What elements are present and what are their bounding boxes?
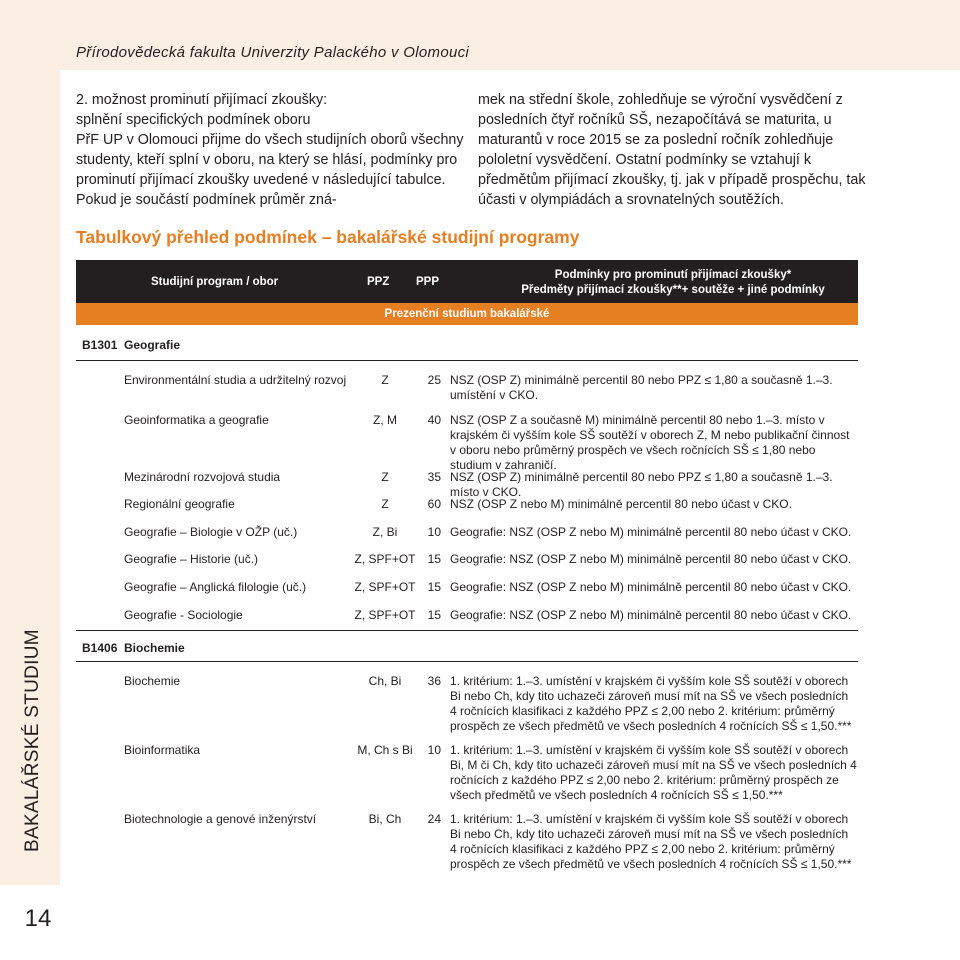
row-ppz: Z xyxy=(381,470,389,484)
row-ppz: Z, M xyxy=(373,413,397,427)
row-ppz: Z xyxy=(381,373,389,387)
header-program: Studijní program / obor xyxy=(151,276,279,288)
row-program: Biochemie xyxy=(124,674,181,688)
intro-right-text: mek na střední škole, zohledňuje se výroční vysvědčení z posledních čtyř ročníků SŠ, nezapočítává se maturita, u maturantů v roce 2015 se za poslední ročník zohledňuje pololetní vysvědčení. Ostatní podmínky se vztahují k předmětům přijímací zkoušky, tj. jak v případě prospěchu, tak účasti v olympiádách a srovnatelných soutěžích. xyxy=(478,92,866,208)
section-label: BAKALÁŘSKÉ STUDIUM xyxy=(22,629,43,852)
row-ppz: Z, Bi xyxy=(372,525,398,539)
header-conditions-line2: Předměty přijímací zkoušky**+ soutěže + jiné podmínky xyxy=(521,284,825,296)
study-type-bar: Prezenční studium bakalářské xyxy=(76,303,858,325)
table-title: Tabulkový přehled podmínek – bakalářské studijní programy xyxy=(76,227,580,247)
row-conditions: NSZ (OSP Z a současně M) minimálně percentil 80 nebo 1.–3. místo v krajském či vyšším kole SŠ soutěží v oborech Z, M nebo publikační činnost v oboru nebo průměrný prospěch ve všech ročnících SŠ ≤ 1,80 nebo studium v zahraničí. xyxy=(450,413,850,472)
row-ppz: Z, SPF+OT xyxy=(354,580,416,594)
row-program: Geografie – Historie (uč.) xyxy=(124,552,259,566)
row-ppz: Z xyxy=(381,497,389,511)
row-ppp: 36 xyxy=(427,674,441,688)
intro-heading-line1: 2. možnost prominutí přijímací zkoušky: xyxy=(76,92,328,108)
group-code: B1301 xyxy=(82,338,118,352)
row-program: Bioinformatika xyxy=(124,743,201,757)
group-name: Geografie xyxy=(124,338,181,352)
row-ppp: 15 xyxy=(427,608,441,622)
row-ppp: 10 xyxy=(427,525,441,539)
group-divider xyxy=(76,360,858,361)
row-conditions: 1. kritérium: 1.–3. umístění v krajském či vyšším kole SŠ soutěží v oborech Bi nebo Ch, kdy tito uchazeči zároveň musí mít na SŠ ve všech posledních 4 ročnících klasifikaci z každého PPZ ≤ 2,00 nebo 2. kritérium: průměrný prospěch ze všech předmětů ve všech posledních 4 ročnících SŠ ≤ 1,50.*** xyxy=(450,812,852,871)
row-program: Environmentální studia a udržitelný rozvoj xyxy=(124,373,347,387)
row-program: Mezinárodní rozvojová studia xyxy=(124,470,281,484)
row-program: Geoinformatika a geografie xyxy=(124,413,269,427)
row-program: Geografie – Anglická filologie (uč.) xyxy=(124,580,307,594)
row-conditions: Geografie: NSZ (OSP Z nebo M) minimálně percentil 80 nebo účast v CKO. xyxy=(450,580,852,594)
intro-heading xyxy=(76,90,466,130)
header-conditions-line1: Podmínky pro prominutí přijímací zkoušky* xyxy=(554,269,792,281)
row-program: Geografie - Sociologie xyxy=(124,608,243,622)
row-program: Biotechnologie a genové inženýrství xyxy=(124,812,317,826)
row-conditions: Geografie: NSZ (OSP Z nebo M) minimálně percentil 80 nebo účast v CKO. xyxy=(450,608,852,622)
row-conditions: 1. kritérium: 1.–3. umístění v krajském či vyšším kole SŠ soutěží v oborech Bi, M či Ch, kdy tito uchazeči zároveň musí mít na SŠ ve všech posledních 4 ročnících z každého PPZ ≤ 2,00 nebo 2. kritérium: průměrný prospěch ze všech předmětů ve všech posledních 4 ročnících SŠ ≤ 1,50.*** xyxy=(450,743,857,802)
header-ppz: PPZ xyxy=(367,276,390,288)
faculty-header: Přírodovědecká fakulta Univerzity Palackého v Olomouci xyxy=(76,44,470,61)
row-ppp: 15 xyxy=(427,552,441,566)
row-ppp: 40 xyxy=(427,413,441,427)
row-conditions: NSZ (OSP Z) minimálně percentil 80 nebo PPZ ≤ 1,80 a současně 1.–3. umístění v CKO. xyxy=(450,373,833,402)
row-conditions: Geografie: NSZ (OSP Z nebo M) minimálně percentil 80 nebo účast v CKO. xyxy=(450,525,852,539)
table-header xyxy=(76,260,858,303)
row-ppp: 24 xyxy=(427,812,441,826)
row-ppp: 35 xyxy=(427,470,441,484)
page-number: 14 xyxy=(24,905,52,932)
row-ppp: 10 xyxy=(427,743,441,757)
row-ppp: 25 xyxy=(427,373,441,387)
header-conditions xyxy=(488,268,858,298)
group-name: Biochemie xyxy=(124,641,185,655)
row-ppz: M, Ch s Bi xyxy=(357,743,413,757)
group-divider xyxy=(76,661,858,662)
row-ppz: Z, SPF+OT xyxy=(354,552,416,566)
row-ppp: 60 xyxy=(427,497,441,511)
row-program: Regionální geografie xyxy=(124,497,235,511)
row-conditions: NSZ (OSP Z) minimálně percentil 80 nebo PPZ ≤ 1,80 a současně 1.–3. místo v CKO. xyxy=(450,470,833,499)
header-ppp: PPP xyxy=(416,276,440,288)
row-ppp: 15 xyxy=(427,580,441,594)
row-conditions: Geografie: NSZ (OSP Z nebo M) minimálně percentil 80 nebo účast v CKO. xyxy=(450,552,852,566)
row-conditions: NSZ (OSP Z nebo M) minimálně percentil 80 nebo účast v CKO. xyxy=(450,497,792,511)
intro-left xyxy=(76,90,466,210)
group-code: B1406 xyxy=(82,641,118,655)
intro-left-text: PřF UP v Olomouci přijme do všech studijních oborů všechny studenty, kteří splní v oboru, na který se hlásí, podmínky pro prominutí přijímací zkoušky uvedené v následující tabulce. Pokud je součástí podmínek průměr zná- xyxy=(76,132,464,208)
row-ppz: Bi, Ch xyxy=(368,812,402,826)
row-ppz: Z, SPF+OT xyxy=(354,608,416,622)
group-divider xyxy=(76,630,858,631)
row-conditions: 1. kritérium: 1.–3. umístění v krajském či vyšším kole SŠ soutěží v oborech Bi nebo Ch, kdy tito uchazeči zároveň musí mít na SŠ ve všech posledních 4 ročnících klasifikaci z každého PPZ ≤ 2,00 nebo 2. kritérium: průměrný prospěch ze všech předmětů ve všech posledních 4 ročnících SŠ ≤ 1,50.*** xyxy=(450,674,852,733)
row-ppz: Ch, Bi xyxy=(368,674,402,688)
intro-heading-line2: splnění specifických podmínek oboru xyxy=(76,112,311,128)
row-program: Geografie – Biologie v OŽP (uč.) xyxy=(124,525,298,539)
